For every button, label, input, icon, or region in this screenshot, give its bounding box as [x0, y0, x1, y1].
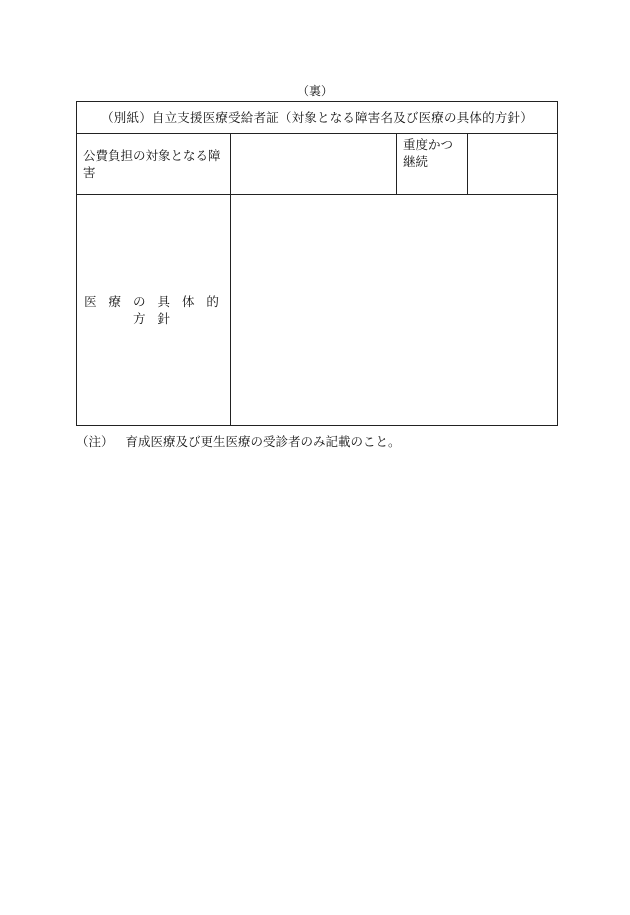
severity-value-field[interactable]	[468, 134, 558, 195]
disability-label: 公費負担の対象となる障害	[77, 134, 231, 195]
severity-label-line1: 重度かつ	[403, 137, 454, 152]
disability-value-field[interactable]	[231, 134, 397, 195]
severity-label	[397, 134, 468, 195]
disability-row	[77, 134, 558, 195]
policy-row	[77, 195, 558, 426]
policy-value-field[interactable]	[231, 195, 558, 426]
footnote-text: 育成医療及び更生医療の受診者のみ記載のこと。	[125, 434, 401, 449]
form-title: （別紙）自立支援医療受給者証（対象となる障害名及び医療の具体的方針）	[77, 102, 558, 134]
policy-label: 医 療 の 具 体 的 方 針	[77, 195, 231, 426]
footnote	[76, 434, 400, 449]
severity-label-line2: 継続	[403, 154, 429, 169]
title-row	[77, 102, 558, 134]
certificate-form-table	[76, 101, 558, 426]
page-side-label: （裏）	[296, 84, 333, 98]
footnote-prefix: （注）	[76, 434, 114, 449]
